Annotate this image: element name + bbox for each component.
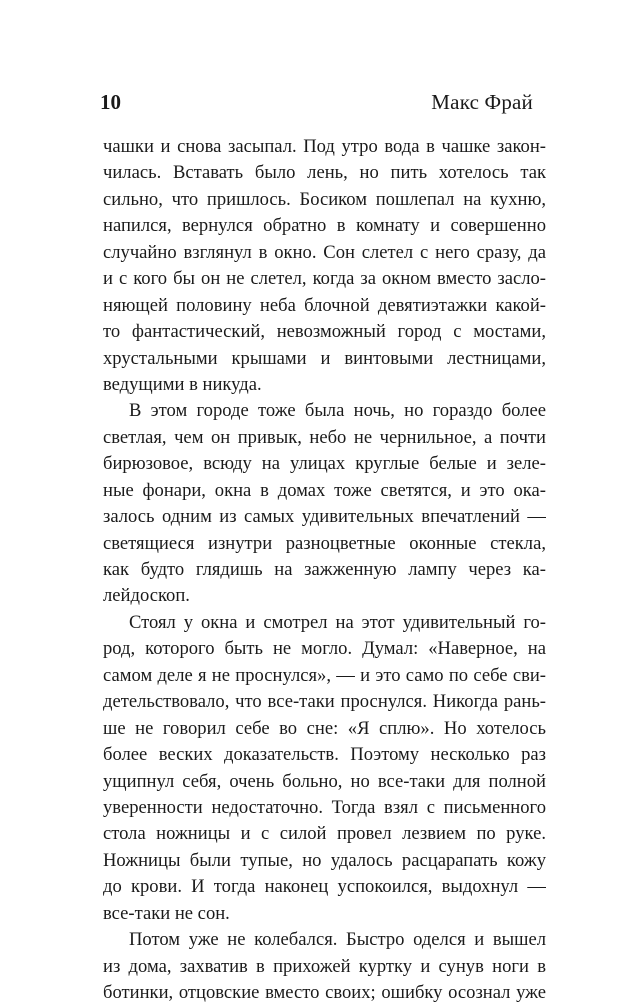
text-line: ведущими в никуда.	[103, 373, 262, 395]
text-line: ботинки, отцовские вместо своих; ошибку осознал уже	[103, 982, 546, 1003]
text-line: няющей половину неба блочной девятиэтажки какой-	[103, 294, 546, 316]
text-line: В этом городе тоже была ночь, но гораздо более	[129, 400, 546, 422]
running-title: Макс Фрай	[431, 90, 533, 114]
text-line: чашки и снова засыпал. Под утро вода в чашке закон-	[103, 136, 546, 157]
text-line: Ножницы были тупые, но удалось расцарапать кожу	[103, 849, 546, 871]
text-line: Стоял у окна и смотрел на этот удивительный го-	[129, 611, 546, 633]
text-line: стола ножницы и с силой провел лезвием по руке.	[103, 823, 546, 845]
text-line: то фантастический, невозможный город с мостами,	[103, 321, 546, 343]
text-line: чилась. Вставать было лень, но пить хотелось так	[103, 162, 546, 184]
text-line: и с кого бы он не слетел, когда за окном вместо засло-	[103, 268, 546, 290]
text-line: до крови. И тогда наконец успокоился, выдохнул —	[103, 876, 546, 898]
text-line: как будто глядишь на зажженную лампу через ка-	[103, 559, 546, 580]
text-line: Потом уже не колебался. Быстро оделся и вышел	[129, 929, 546, 951]
text-line: детельствовало, что все-таки проснулся. Никогда рань-	[103, 691, 546, 713]
page-number: 10	[100, 90, 121, 114]
text-line: случайно взглянул в окно. Сон слетел с него сразу, да	[103, 241, 546, 263]
body-text	[103, 134, 546, 1006]
text-line: самом деле я не проснулся», — и это само по себе сви-	[103, 664, 546, 686]
text-line: ные фонари, окна в домах тоже светятся, и это ока-	[103, 479, 546, 501]
text-line: сильно, что пришлось. Босиком пошлепал на кухню,	[103, 188, 546, 210]
text-line: хрустальными крышами и винтовыми лестницами,	[103, 347, 546, 369]
text-line: напился, вернулся обратно в комнату и совершенно	[103, 215, 546, 237]
text-line: залось одним из самых удивительных впечатлений —	[103, 506, 546, 528]
text-line: более веских доказательств. Поэтому несколько раз	[103, 744, 546, 766]
text-line: светлая, чем он привык, небо не чернильное, а почти	[103, 426, 546, 448]
text-line: уверенности недостаточно. Тогда взял с письменного	[103, 796, 546, 818]
text-line: род, которого быть не могло. Думал: «Наверное, на	[103, 638, 546, 660]
text-line: из дома, захватив в прихожей куртку и сунув ноги в	[103, 955, 546, 977]
text-line: лейдоскоп.	[103, 585, 190, 607]
text-line: ше не говорил себе во сне: «Я сплю». Но хотелось	[103, 717, 546, 739]
text-line: бирюзовое, всюду на улицах круглые белые и зеле-	[103, 453, 546, 475]
text-line: ущипнул себя, очень больно, но все-таки для полной	[103, 770, 546, 792]
text-line: светящиеся изнутри разноцветные оконные стекла,	[103, 532, 546, 554]
text-line: все-таки не сон.	[103, 902, 230, 924]
page-header	[100, 90, 533, 120]
